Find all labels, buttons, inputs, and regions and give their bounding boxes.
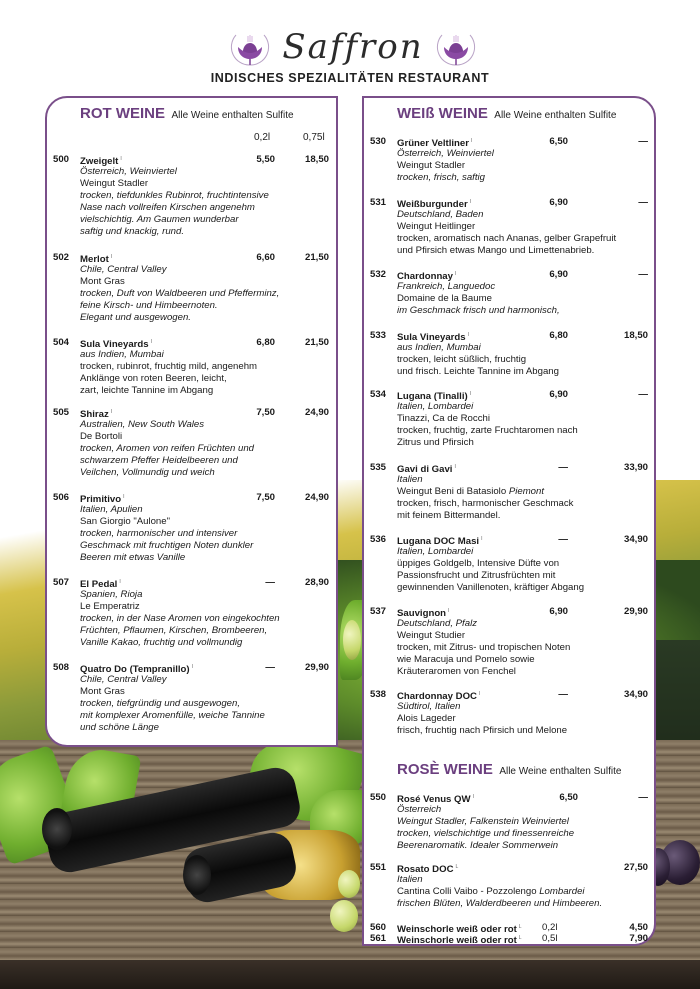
wine-producer: Weingut Stadler [80, 177, 149, 189]
wine-item [53, 154, 335, 237]
wine-name: Shiraz $^I$ [80, 409, 113, 421]
wine-number: 538 [370, 689, 387, 700]
wine-description: trocken, frisch, saftig [397, 171, 485, 183]
wine-description: trocken, leicht süßlich, fruchtig [397, 353, 527, 365]
wine-description: trocken, Duft von Waldbeeren und Pfefferminz, [80, 287, 280, 299]
wine-number: 530 [370, 136, 387, 147]
price-large: 28,90 [304, 577, 329, 588]
wine-item [53, 662, 335, 734]
price-large: 29,90 [304, 662, 329, 673]
wine-producer: Weingut Studier [397, 629, 466, 641]
wine-name: Gavi di Gavi $^I$ [397, 464, 456, 476]
wine-origin: Italien, Apulien [80, 504, 143, 515]
wine-description: trocken, mit Zitrus- und tropischen Noten [397, 641, 571, 653]
wine-item [53, 407, 335, 479]
price-small: 6,90 [549, 197, 568, 208]
wine-item [53, 577, 335, 649]
wine-name: Weißburgunder $^I$ [397, 199, 472, 211]
section-heading: WEIß WEINE [397, 105, 488, 122]
sulfite-note: Alle Weine enthalten Sulfite [499, 766, 622, 777]
wine-origin: Chile, Central Valley [80, 674, 167, 685]
wine-origin: Italien, Lombardei [397, 401, 474, 412]
lotus-icon [228, 25, 272, 69]
wine-description: Früchten, Pflaumen, Kirschen, Brombeeren, [80, 624, 268, 636]
wine-producer: Weingut Heitlinger [397, 220, 476, 232]
wine-name: Rosé Venus QW $^I$ [397, 794, 474, 806]
wine-description: und Pfirsich etwas Mango und Limettenabrieb. [397, 244, 595, 256]
wine-description: Veilchen, Vollmundig und weich [80, 466, 215, 478]
wine-description: üppiges Goldgelb, Intensive Düfte von [397, 557, 560, 569]
wine-description: Beeren mit etwas Vanille [80, 551, 186, 563]
wine-item [370, 330, 652, 378]
wine-name: Rosato DOC $^L$ [397, 864, 459, 876]
wine-name: Sula Vineyards $^I$ [80, 339, 153, 351]
wine-producer: De Bortoli [80, 430, 123, 442]
wine-number: 504 [53, 337, 70, 348]
price-small: 7,50 [256, 492, 275, 503]
price-large: 24,90 [304, 492, 329, 503]
wine-origin: Deutschland, Baden [397, 209, 484, 220]
wine-origin: Südtirol, Italien [397, 701, 461, 712]
wine-number: 505 [53, 407, 70, 418]
wine-description: Beerenaromatik. Idealer Sommerwein [397, 839, 559, 851]
wine-item [370, 606, 652, 678]
wine-producer: Tinazzi, Ca de Rocchi [397, 412, 490, 424]
wine-description: im Geschmack frisch und harmonisch, [397, 304, 560, 316]
price-large: — [638, 269, 648, 280]
item-number: 561 [370, 933, 387, 944]
wine-name: Chardonnay DOC $^I$ [397, 691, 481, 703]
wine-name: Quatro Do (Tempranillo) $^I$ [80, 664, 194, 676]
wine-number: 534 [370, 389, 387, 400]
wine-origin: Deutschland, Pfalz [397, 618, 477, 629]
item-size: 0,2l [542, 922, 558, 933]
wine-description: Zitrus und Pfirsich [397, 436, 474, 448]
wine-number: 535 [370, 462, 387, 473]
wine-number: 532 [370, 269, 387, 280]
wine-origin: Österreich [397, 804, 442, 815]
wine-origin: Australien, New South Wales [80, 419, 205, 430]
wine-producer: Mont Gras [80, 275, 125, 287]
wine-description: trocken, tiefdunkles Rubinrot, fruchtintensive [80, 189, 269, 201]
wine-number: 551 [370, 862, 387, 873]
wine-item [370, 462, 652, 522]
price-small: — [265, 662, 275, 673]
wine-description: schwarzem Pfeffer Heidelbeeren und [80, 454, 238, 466]
wine-producer: Domaine de la Baume [397, 292, 492, 304]
item-size: 0,5l [542, 933, 558, 944]
wine-description: wie Maracuja und Pomelo sowie [397, 653, 535, 665]
wine-name: Lugana (Tinalli) $^I$ [397, 391, 472, 403]
lotus-icon [434, 25, 478, 69]
wine-description: trocken, tiefgründig und ausgewogen, [80, 697, 241, 709]
wine-item [370, 389, 652, 449]
wine-origin: aus Indien, Mumbai [397, 342, 481, 353]
price-small: 6,90 [549, 389, 568, 400]
item-price: 7,90 [629, 933, 648, 944]
wine-number: 500 [53, 154, 70, 165]
item-name: Weinschorle weiß oder rot $^L$ [397, 935, 522, 947]
price-small: 5,50 [256, 154, 275, 165]
price-small: — [558, 462, 568, 473]
wine-description: mit komplexer Aromenfülle, weiche Tannine [80, 709, 265, 721]
price-small: 6,90 [549, 269, 568, 280]
wine-origin: Italien [397, 474, 423, 485]
wine-description: trocken, aromatisch nach Ananas, gelber Grapefruit [397, 232, 617, 244]
wine-description: und frisch. Leichte Tannine im Abgang [397, 365, 559, 377]
wine-item [53, 337, 335, 397]
wine-item [370, 197, 652, 257]
wine-description: trocken, vielschichtige und finessenreiche [397, 827, 575, 839]
price-small: 6,80 [549, 330, 568, 341]
wine-origin: Italien, Lombardei [397, 546, 474, 557]
wine-description: saftig und knackig, rund. [80, 225, 184, 237]
brand-name: Saffron [282, 27, 424, 67]
item-price: 4,50 [629, 922, 648, 933]
wine-name: Chardonnay $^I$ [397, 271, 457, 283]
red-wine-panel [45, 96, 338, 747]
sulfite-note: Alle Weine enthalten Sulfite [494, 110, 617, 121]
wine-producer: Cantina Colli Vaibo - Pozzolengo Lombardei [397, 885, 585, 897]
restaurant-subtitle: INDISCHES SPEZIALITÄTEN RESTAURANT [210, 71, 490, 85]
wine-number: 508 [53, 662, 70, 673]
wine-description: Elegant und ausgewogen. [80, 311, 191, 323]
price-small: — [558, 689, 568, 700]
wine-item [370, 792, 652, 852]
section-heading: ROT WEINE [80, 105, 165, 122]
wine-name: Grüner Veltliner $^I$ [397, 138, 473, 150]
wine-item [370, 862, 652, 910]
size-large-header: 0,75l [303, 132, 325, 143]
wine-origin: aus Indien, Mumbai [80, 349, 164, 360]
wine-producer: Le Emperatriz [80, 600, 140, 612]
wine-origin: Österreich, Weinviertel [80, 166, 177, 177]
price-large: — [638, 389, 648, 400]
wine-number: 507 [53, 577, 70, 588]
wine-number: 537 [370, 606, 387, 617]
price-large: 18,50 [623, 330, 648, 341]
price-small: 6,50 [549, 136, 568, 147]
wine-name: Merlot $^I$ [80, 254, 113, 266]
wine-origin: Spanien, Rioja [80, 589, 143, 600]
wine-description: frischen Blüten, Walderdbeeren und Himbeeren. [397, 897, 603, 909]
price-large: 18,50 [304, 154, 329, 165]
wine-description: trocken, fruchtig, zarte Fruchtaromen nach [397, 424, 578, 436]
logo [228, 24, 478, 70]
wine-description: Passionsfrucht und Zitrusfrüchten mit [397, 569, 556, 581]
section-title [80, 105, 294, 123]
size-small-header: 0,2l [254, 132, 271, 143]
price-large: 33,90 [623, 462, 648, 473]
wine-producer: San Giorgio "Aulone" [80, 515, 171, 527]
schorle-list [370, 922, 652, 947]
price-small: — [558, 534, 568, 545]
price-large: 24,90 [304, 407, 329, 418]
wine-description: trocken, frisch, harmonischer Geschmack [397, 497, 574, 509]
price-small: 6,90 [549, 606, 568, 617]
wine-producer: Alois Lageder [397, 712, 456, 724]
section-heading: ROSÈ WEINE [397, 761, 493, 778]
price-small: 7,50 [256, 407, 275, 418]
wine-origin: Frankreich, Languedoc [397, 281, 496, 292]
wine-description: Geschmack mit fruchtigen Noten dunkler [80, 539, 254, 551]
wine-item [370, 534, 652, 594]
wine-description: Kräuteraromen von Fenchel [397, 665, 516, 677]
wine-name: Sula Vineyards $^I$ [397, 332, 470, 344]
schorle-item [370, 933, 652, 947]
price-large: — [638, 136, 648, 147]
wine-description: trocken, rubinrot, fruchtig mild, angenehm [80, 360, 258, 372]
price-small: 6,50 [559, 792, 578, 803]
wine-number: 531 [370, 197, 387, 208]
wine-number: 502 [53, 252, 70, 263]
price-small: — [265, 577, 275, 588]
wine-item [53, 252, 335, 324]
wine-producer: Mont Gras [80, 685, 125, 697]
section-title [397, 105, 616, 123]
wine-origin: Österreich, Weinviertel [397, 148, 494, 159]
item-number: 560 [370, 922, 387, 933]
wine-description: Nase nach vollreifen Kirschen angenehm [80, 201, 255, 213]
wine-description: zart, leichte Tannine im Abgang [80, 384, 214, 396]
price-large: 21,50 [304, 252, 329, 263]
wine-name: El Pedal $^I$ [80, 579, 121, 591]
wine-description: trocken, Aromen von reifen Früchten und [80, 442, 255, 454]
wine-description: feine Kirsch- und Himbeernoten. [80, 299, 218, 311]
price-large: 21,50 [304, 337, 329, 348]
wine-number: 536 [370, 534, 387, 545]
wine-item [370, 689, 652, 737]
item-name: Weinschorle weiß oder rot $^L$ [397, 924, 522, 936]
wine-item [370, 136, 652, 184]
price-large: 34,90 [623, 534, 648, 545]
wine-description: gewinnenden Vanillenoten, kräftiger Abgang [397, 581, 585, 593]
wine-description: trocken, in der Nase Aromen von eingekochten [80, 612, 280, 624]
wine-name: Primitivo $^I$ [80, 494, 125, 506]
wine-number: 533 [370, 330, 387, 341]
wine-description: mit feinem Bittermandel. [397, 509, 501, 521]
schorle-item [370, 922, 652, 936]
wine-description: Weingut Stadler, Falkenstein Weinviertel [397, 815, 569, 827]
white-rose-wine-panel [362, 96, 656, 946]
price-small: 6,80 [256, 337, 275, 348]
wine-name: Sauvignon $^I$ [397, 608, 450, 620]
wine-item [370, 269, 652, 317]
wine-number: 506 [53, 492, 70, 503]
wine-description: trocken, harmonischer und intensiver [80, 527, 238, 539]
wine-item [53, 492, 335, 564]
price-large: 34,90 [623, 689, 648, 700]
wine-description: vielschichtig. Am Gaumen wunderbar [80, 213, 239, 225]
wine-origin: Chile, Central Valley [80, 264, 167, 275]
section-title [397, 761, 621, 779]
wine-origin: Italien [397, 874, 423, 885]
wine-name: Zweigelt $^I$ [80, 156, 122, 168]
wine-producer: Weingut Stadler [397, 159, 466, 171]
wine-number: 550 [370, 792, 387, 803]
price-large: 29,90 [623, 606, 648, 617]
sulfite-note: Alle Weine enthalten Sulfite [171, 110, 294, 121]
price-large: — [638, 792, 648, 803]
wine-name: Lugana DOC Masi $^I$ [397, 536, 483, 548]
wine-description: frisch, fruchtig nach Pfirsich und Melone [397, 724, 568, 736]
wine-producer: Weingut Beni di Batasiolo Piemont [397, 485, 545, 497]
wine-description: Vanille Kakao, fruchtig und vollmundig [80, 636, 243, 648]
price-large: — [638, 197, 648, 208]
price-small: 6,60 [256, 252, 275, 263]
wine-description: Anklänge von roten Beeren, leicht, [80, 372, 227, 384]
page-header [0, 0, 700, 92]
wine-description: und schöne Länge [80, 721, 159, 733]
price-large: 27,50 [623, 862, 648, 873]
